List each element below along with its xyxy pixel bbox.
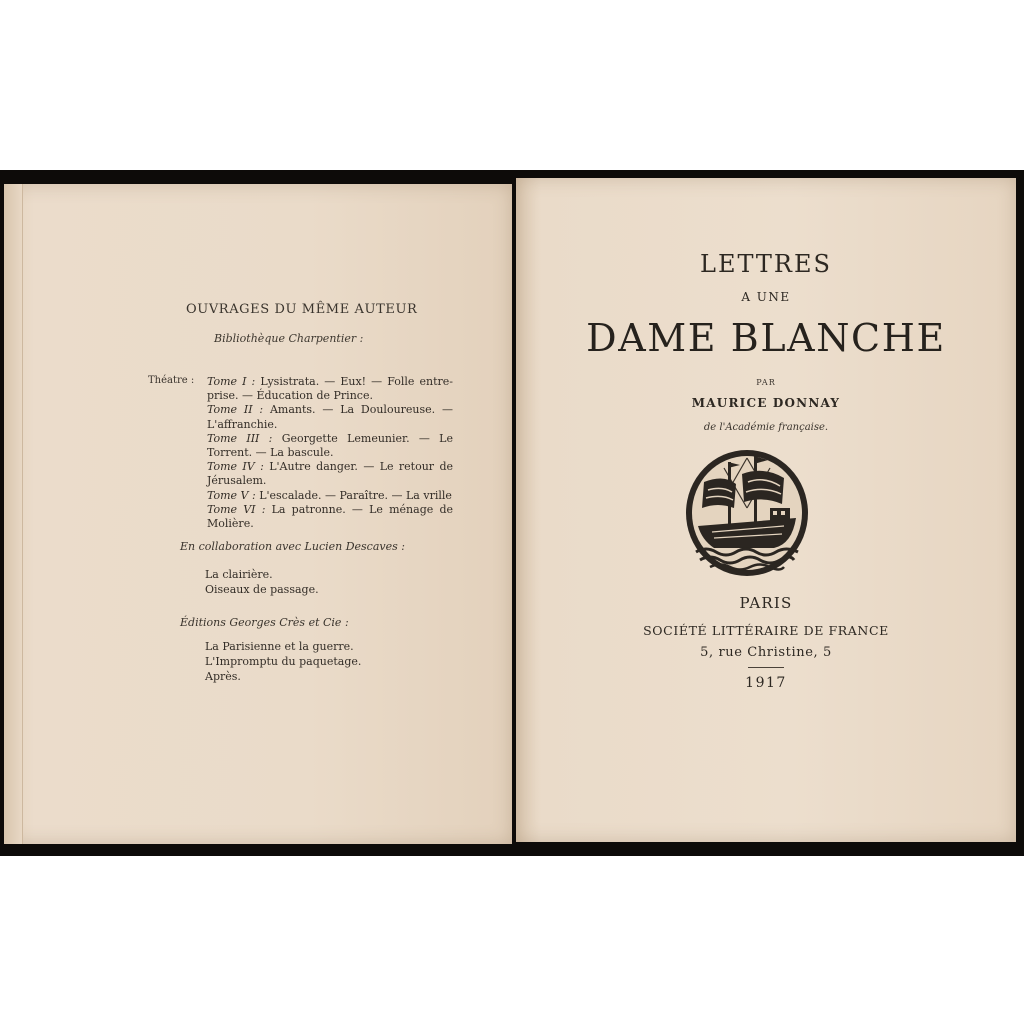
author-affiliation: de l'Académie française. bbox=[703, 422, 829, 433]
list-item bbox=[207, 432, 453, 460]
list-item bbox=[207, 375, 453, 403]
list-item bbox=[207, 403, 453, 431]
tome-label: Tome IV : bbox=[207, 460, 264, 474]
open-book bbox=[0, 170, 1024, 856]
list-item bbox=[207, 503, 453, 531]
collaboration-heading: En collaboration avec Lucien Descaves : bbox=[180, 540, 405, 553]
tome-titles: L'Autre danger. — Le retour de Jérusalem. bbox=[207, 460, 453, 488]
publisher-name: SOCIÉTÉ LITTÉRAIRE DE FRANCE bbox=[643, 623, 889, 638]
list-item bbox=[207, 460, 453, 488]
tome-label: Tome VI : bbox=[207, 502, 266, 516]
cres-list bbox=[205, 639, 425, 684]
theatre-label: Théatre : bbox=[148, 375, 195, 386]
title-line-1: LETTRES bbox=[700, 250, 832, 278]
works-heading: OUVRAGES DU MÊME AUTEUR bbox=[186, 302, 418, 317]
list-item: L'Impromptu du paquetage. bbox=[205, 655, 362, 668]
list-item: La clairière. bbox=[205, 568, 273, 581]
list-item: La Parisienne et la guerre. bbox=[205, 640, 354, 653]
cres-heading: Éditions Georges Crès et Cie : bbox=[180, 616, 349, 629]
list-item bbox=[207, 489, 453, 503]
collaboration-list bbox=[205, 567, 425, 597]
tome-label: Tome III : bbox=[207, 431, 273, 445]
book-title: DAME BLANCHE bbox=[586, 316, 946, 360]
tome-titles: La patronne. — Le ménage de Molière. bbox=[207, 502, 453, 531]
page-edge bbox=[4, 184, 23, 844]
par-label: PAR bbox=[756, 378, 776, 387]
publication-year: 1917 bbox=[745, 675, 787, 691]
left-page bbox=[4, 184, 512, 844]
theatre-list bbox=[207, 375, 453, 531]
list-item: Oiseaux de passage. bbox=[205, 583, 319, 596]
list-item: Après. bbox=[205, 670, 241, 683]
tome-titles: Amants. — La Douloureuse. — L'affranchie. bbox=[207, 403, 454, 431]
tome-label: Tome I : bbox=[207, 375, 256, 388]
tome-titles: L'escalade. — Paraître. — La vrille bbox=[255, 488, 452, 502]
ship-woodcut-icon bbox=[684, 448, 810, 578]
title-line-2: A UNE bbox=[741, 290, 791, 304]
publisher-address: 5, rue Christine, 5 bbox=[700, 645, 832, 660]
title-page bbox=[516, 178, 1016, 842]
divider bbox=[748, 667, 784, 668]
publisher-heading: Bibliothèque Charpentier : bbox=[214, 332, 364, 345]
city: PARIS bbox=[739, 594, 793, 612]
tome-label: Tome II : bbox=[207, 403, 264, 417]
tome-titles: Georgette Lemeunier. — Le Torrent. — La bascule. bbox=[207, 431, 453, 460]
tome-titles: Lysistrata. — Eux! — Folle entre-prise. — Éducation de Prince. bbox=[207, 375, 454, 403]
author-name: MAURICE DONNAY bbox=[691, 396, 841, 410]
tome-label: Tome V : bbox=[207, 488, 256, 502]
